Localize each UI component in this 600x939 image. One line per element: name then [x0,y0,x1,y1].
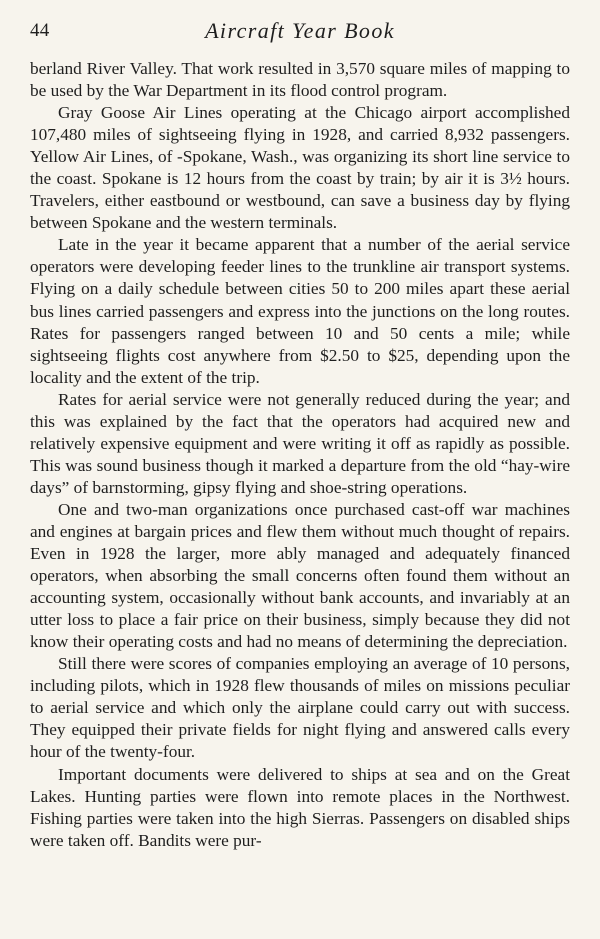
running-head: Aircraft Year Book [205,18,395,43]
page-header [30,18,570,44]
paragraph: Gray Goose Air Lines operating at the Chicago airport accomplished 107,480 miles of sightseeing flying in 1928, and carried 8,932 passengers. Yellow Air Lines, of -Spokane, Wash., was organizing its short line service to the coast. Spokane is 12 hours from the coast by train; by air it is 3½ hours. Travelers, either eastbound or westbound, can save a business day by flying between Spokane and the western terminals. [30,103,570,233]
paragraph: Rates for aerial service were not generally reduced during the year; and this was explained by the fact that the operators had acquired new and relatively expensive equipment and were writing it off as rapidly as possible. This was sound business though it marked a departure from the old “hay-wire days” of barnstorming, gipsy flying and shoe-string operations. [30,389,570,497]
page-number: 44 [30,20,50,41]
paragraph: Important documents were delivered to ships at sea and on the Great Lakes. Hunting parties were flown into remote places in the Northwest. Fishing parties were taken into the high Sierras. Passengers on disabled ships were taken off. Bandits were pur- [30,764,570,850]
book-page [30,18,570,923]
body-text [30,58,570,852]
paragraph-continuation: berland River Valley. That work resulted in 3,570 square miles of mapping to be used by the War Department in its flood control program. [30,59,570,101]
paragraph: Late in the year it became apparent that a number of the aerial service operators were developing feeder lines to the trunkline air transport systems. Flying on a daily schedule between cities 50 to 200 miles apart these aerial bus lines carried passengers and express into the junctions on the long routes. Rates for passengers ranged between 10 and 50 cents a mile; while sightseeing flights cost anywhere from $2.50 to $25, depending upon the locality and the extent of the trip. [30,235,570,387]
paragraph: Still there were scores of companies employing an average of 10 persons, including pilots, which in 1928 flew thousands of miles on missions peculiar to aerial service and which only the airplane could carry out with success. They equipped their private fields for night flying and answered calls every hour of the twenty-four. [30,654,570,762]
paragraph: One and two-man organizations once purchased cast-off war machines and engines at bargain prices and flew them without much thought of repairs. Even in 1928 the larger, more ably managed and adequately financed operators, when absorbing the small concerns often found them without an accounting system, occasionally without bank accounts, and invariably at an utter loss to place a fair price on their business, simply because they did not know their operating costs and had no means of determining the depreciation. [30,499,570,652]
